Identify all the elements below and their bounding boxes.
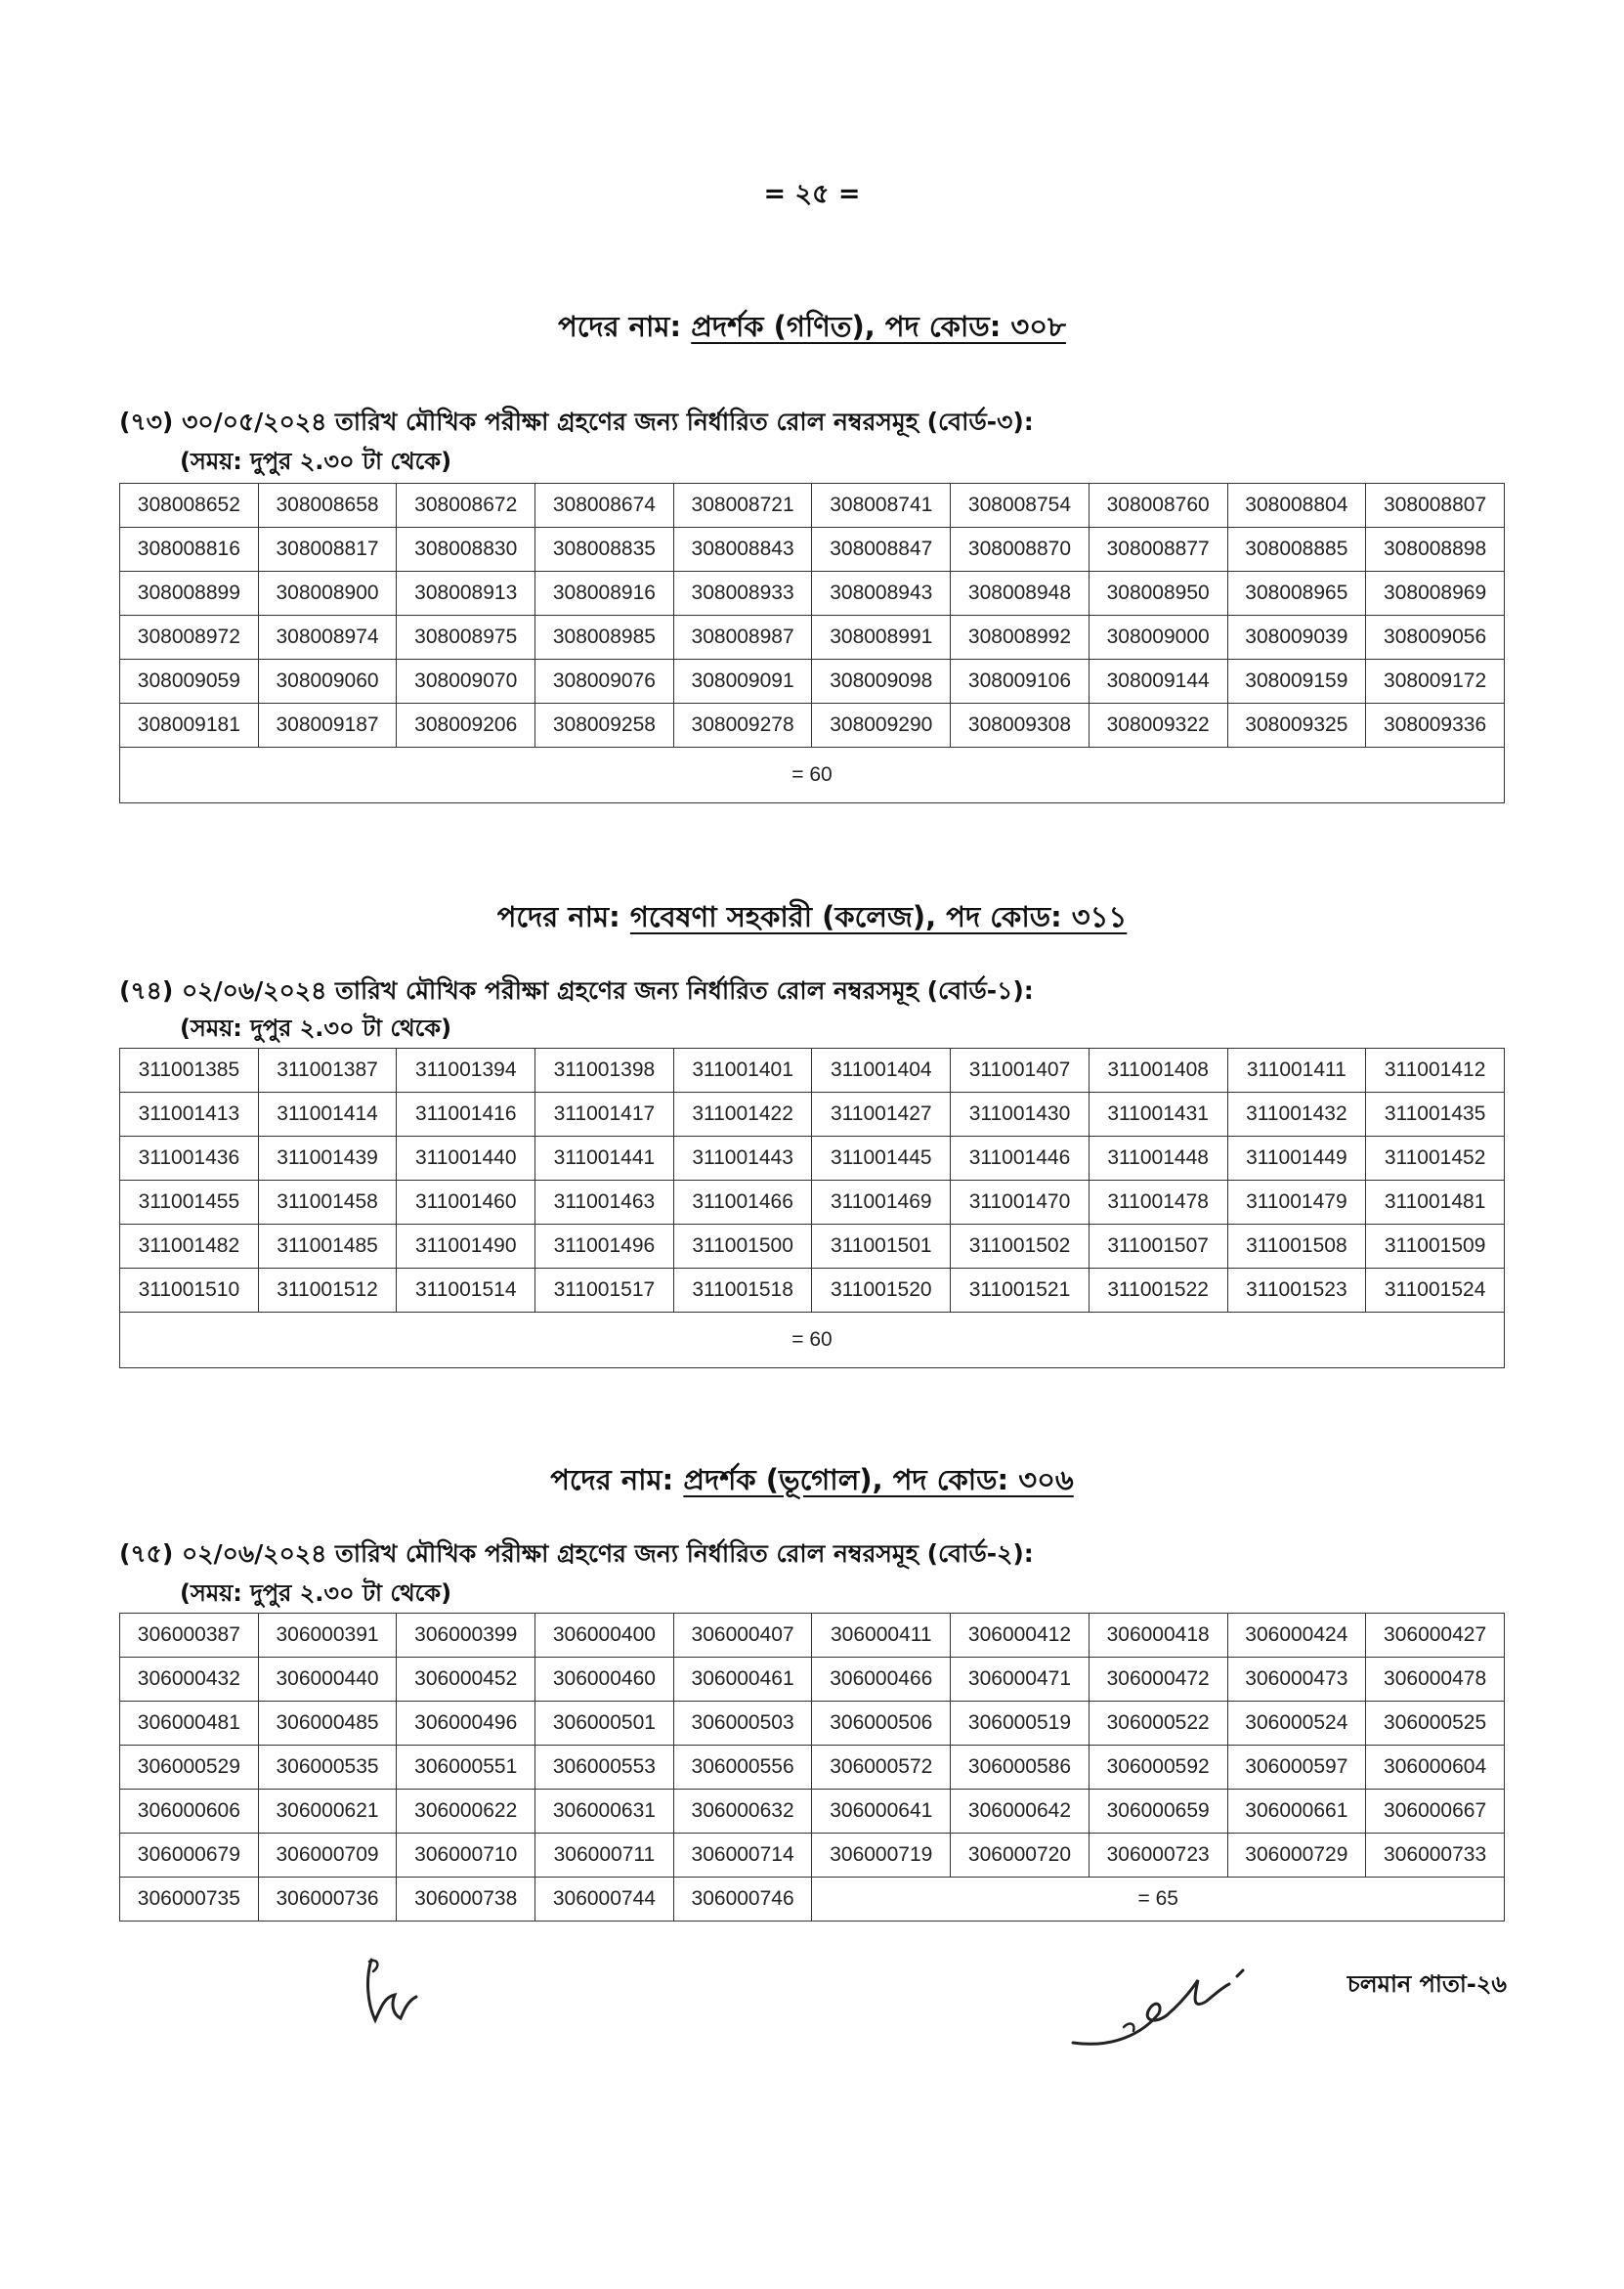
roll-number-cell: 311001479 xyxy=(1227,1181,1366,1225)
roll-number-cell: 306000735 xyxy=(120,1878,259,1922)
roll-number-cell: 306000529 xyxy=(120,1746,259,1790)
roll-number-cell: 306000473 xyxy=(1227,1658,1366,1702)
roll-number-cell: 308008948 xyxy=(951,572,1090,616)
post-title-3 xyxy=(0,1458,1624,1506)
time-line-2: (সময়: দুপুর ২.৩০ টা থেকে) xyxy=(180,1015,452,1042)
roll-number-cell: 308008817 xyxy=(258,528,397,572)
roll-number-cell: 306000522 xyxy=(1089,1702,1227,1746)
roll-number-cell: 308008847 xyxy=(812,528,951,572)
roll-number-cell: 308009106 xyxy=(951,660,1090,704)
table-row xyxy=(120,1614,1505,1658)
roll-number-cell: 308008991 xyxy=(812,616,951,660)
roll-number-cell: 306000418 xyxy=(1089,1614,1227,1658)
roll-number-cell: 311001440 xyxy=(397,1137,535,1181)
roll-number-cell: 311001448 xyxy=(1089,1137,1227,1181)
roll-number-cell: 311001387 xyxy=(258,1049,397,1093)
post-name: প্রদর্শক (গণিত), পদ কোড: ৩০৮ xyxy=(691,310,1066,343)
table-row xyxy=(120,1225,1505,1269)
roll-number-cell: 311001523 xyxy=(1227,1269,1366,1313)
roll-number-cell: 311001490 xyxy=(397,1225,535,1269)
roll-number-cell: 306000432 xyxy=(120,1658,259,1702)
table-row xyxy=(120,1790,1505,1834)
roll-number-cell: 311001446 xyxy=(951,1137,1090,1181)
roll-number-cell: 306000460 xyxy=(535,1658,674,1702)
roll-number-cell: 306000399 xyxy=(397,1614,535,1658)
roll-number-cell: 306000452 xyxy=(397,1658,535,1702)
roll-number-cell: 306000535 xyxy=(258,1746,397,1790)
roll-number-cell: 306000709 xyxy=(258,1834,397,1878)
roll-number-cell: 306000642 xyxy=(951,1790,1090,1834)
roll-number-cell: 308008969 xyxy=(1366,572,1505,616)
roll-number-cell: 311001458 xyxy=(258,1181,397,1225)
roll-number-cell: 311001385 xyxy=(120,1049,259,1093)
roll-number-cell: 308009056 xyxy=(1366,616,1505,660)
roll-number-cell: 306000553 xyxy=(535,1746,674,1790)
roll-number-cell: 311001466 xyxy=(673,1181,812,1225)
roll-number-cell: 308008974 xyxy=(258,616,397,660)
roll-number-cell: 311001394 xyxy=(397,1049,535,1093)
roll-number-cell: 311001414 xyxy=(258,1093,397,1137)
roll-table-2 xyxy=(119,1048,1505,1368)
table-row xyxy=(120,1658,1505,1702)
roll-number-cell: 311001478 xyxy=(1089,1181,1227,1225)
roll-number-cell: 311001524 xyxy=(1366,1269,1505,1313)
roll-number-cell: 306000424 xyxy=(1227,1614,1366,1658)
roll-number-cell: 306000387 xyxy=(120,1614,259,1658)
roll-number-cell: 306000440 xyxy=(258,1658,397,1702)
roll-number-cell: 311001452 xyxy=(1366,1137,1505,1181)
post-name: প্রদর্শক (ভূগোল), পদ কোড: ৩০৬ xyxy=(683,1463,1074,1496)
roll-number-cell: 311001412 xyxy=(1366,1049,1505,1093)
roll-number-cell: 308008843 xyxy=(673,528,812,572)
roll-number-cell: 306000503 xyxy=(673,1702,812,1746)
roll-number-cell: 308008870 xyxy=(951,528,1090,572)
post-title-1 xyxy=(0,305,1624,353)
roll-number-cell: 308009206 xyxy=(397,704,535,748)
roll-number-cell: 306000659 xyxy=(1089,1790,1227,1834)
roll-number-cell: 306000710 xyxy=(397,1834,535,1878)
roll-table-3 xyxy=(119,1613,1505,1922)
roll-number-cell: 306000738 xyxy=(397,1878,535,1922)
roll-number-cell: 308008975 xyxy=(397,616,535,660)
roll-number-cell: 308009336 xyxy=(1366,704,1505,748)
roll-number-cell: 306000711 xyxy=(535,1834,674,1878)
post-title-2 xyxy=(0,895,1624,943)
continued-page-note: চলমান পাতা-২৬ xyxy=(1346,1970,1507,1998)
table-row xyxy=(120,1137,1505,1181)
roll-number-cell: 311001404 xyxy=(812,1049,951,1093)
roll-number-cell: 308009187 xyxy=(258,704,397,748)
roll-number-cell: 308008807 xyxy=(1366,484,1505,528)
roll-number-cell: 311001502 xyxy=(951,1225,1090,1269)
roll-number-cell: 308008900 xyxy=(258,572,397,616)
schedule-line-1: (৭৩) ৩০/০৫/২০২৪ তারিখ মৌখিক পরীক্ষা গ্রহণের জন্য নির্ধারিত রোল নম্বরসমূহ (বোর্ড-৩): xyxy=(119,408,1034,436)
roll-number-cell: 308008721 xyxy=(673,484,812,528)
roll-number-cell: 311001413 xyxy=(120,1093,259,1137)
roll-number-cell: 308008877 xyxy=(1089,528,1227,572)
roll-number-cell: 306000391 xyxy=(258,1614,397,1658)
roll-number-cell: 306000551 xyxy=(397,1746,535,1790)
post-name: গবেষণা সহকারী (কলেজ), পদ কোড: ৩১১ xyxy=(629,900,1128,933)
roll-number-cell: 306000525 xyxy=(1366,1702,1505,1746)
roll-number-cell: 311001496 xyxy=(535,1225,674,1269)
roll-number-cell: 306000746 xyxy=(673,1878,812,1922)
roll-number-cell: 311001445 xyxy=(812,1137,951,1181)
roll-number-cell: 311001407 xyxy=(951,1049,1090,1093)
roll-number-cell: 306000519 xyxy=(951,1702,1090,1746)
roll-number-cell: 308009098 xyxy=(812,660,951,704)
roll-number-cell: 306000485 xyxy=(258,1702,397,1746)
roll-number-cell: 311001422 xyxy=(673,1093,812,1137)
roll-number-cell: 306000661 xyxy=(1227,1790,1366,1834)
roll-number-cell: 306000631 xyxy=(535,1790,674,1834)
roll-number-cell: 306000524 xyxy=(1227,1702,1366,1746)
roll-number-cell: 306000744 xyxy=(535,1878,674,1922)
roll-number-cell: 311001449 xyxy=(1227,1137,1366,1181)
roll-number-cell: 311001431 xyxy=(1089,1093,1227,1137)
roll-number-cell: 308009181 xyxy=(120,704,259,748)
total-row xyxy=(120,748,1505,803)
roll-number-cell: 308008898 xyxy=(1366,528,1505,572)
total-count: = 60 xyxy=(120,1313,1505,1368)
roll-number-cell: 306000556 xyxy=(673,1746,812,1790)
total-count: = 60 xyxy=(120,748,1505,803)
roll-number-cell: 306000736 xyxy=(258,1878,397,1922)
table-row xyxy=(120,1746,1505,1790)
roll-number-cell: 306000478 xyxy=(1366,1658,1505,1702)
roll-number-cell: 308008916 xyxy=(535,572,674,616)
initial-signature xyxy=(352,1950,430,2038)
roll-number-cell: 308009059 xyxy=(120,660,259,704)
roll-number-cell: 306000719 xyxy=(812,1834,951,1878)
roll-number-cell: 308008950 xyxy=(1089,572,1227,616)
roll-number-cell: 306000427 xyxy=(1366,1614,1505,1658)
roll-number-cell: 308008658 xyxy=(258,484,397,528)
post-label: পদের নাম: xyxy=(550,1463,674,1496)
roll-number-cell: 311001436 xyxy=(120,1137,259,1181)
table-row xyxy=(120,484,1505,528)
table-row xyxy=(120,572,1505,616)
roll-number-cell: 308008816 xyxy=(120,528,259,572)
roll-number-cell: 308009039 xyxy=(1227,616,1366,660)
roll-number-cell: 311001455 xyxy=(120,1181,259,1225)
table-row xyxy=(120,1093,1505,1137)
roll-number-cell: 311001485 xyxy=(258,1225,397,1269)
roll-number-cell: 311001520 xyxy=(812,1269,951,1313)
time-line-3: (সময়: দুপুর ২.৩০ টা থেকে) xyxy=(180,1579,452,1607)
roll-number-cell: 308009308 xyxy=(951,704,1090,748)
roll-number-cell: 306000466 xyxy=(812,1658,951,1702)
roll-number-cell: 308009172 xyxy=(1366,660,1505,704)
total-count: = 65 xyxy=(812,1878,1505,1922)
roll-number-cell: 306000506 xyxy=(812,1702,951,1746)
roll-number-cell: 308009258 xyxy=(535,704,674,748)
roll-number-cell: 306000667 xyxy=(1366,1790,1505,1834)
roll-number-cell: 306000400 xyxy=(535,1614,674,1658)
roll-number-cell: 311001398 xyxy=(535,1049,674,1093)
roll-number-cell: 311001507 xyxy=(1089,1225,1227,1269)
roll-number-cell: 308008985 xyxy=(535,616,674,660)
roll-number-cell: 311001522 xyxy=(1089,1269,1227,1313)
roll-number-cell: 311001517 xyxy=(535,1269,674,1313)
roll-number-cell: 311001501 xyxy=(812,1225,951,1269)
roll-number-cell: 311001514 xyxy=(397,1269,535,1313)
roll-number-cell: 306000729 xyxy=(1227,1834,1366,1878)
roll-number-cell: 308008674 xyxy=(535,484,674,528)
officer-signature xyxy=(1065,1955,1261,2052)
roll-number-cell: 306000733 xyxy=(1366,1834,1505,1878)
post-label: পদের নাম: xyxy=(496,900,620,933)
roll-number-cell: 308008754 xyxy=(951,484,1090,528)
roll-number-cell: 308009325 xyxy=(1227,704,1366,748)
roll-number-cell: 311001460 xyxy=(397,1181,535,1225)
table-row xyxy=(120,1049,1505,1093)
roll-number-cell: 311001443 xyxy=(673,1137,812,1181)
roll-number-cell: 311001416 xyxy=(397,1093,535,1137)
roll-number-cell: 308008943 xyxy=(812,572,951,616)
total-row xyxy=(120,1313,1505,1368)
roll-number-cell: 306000720 xyxy=(951,1834,1090,1878)
table-row xyxy=(120,1878,1505,1922)
roll-number-cell: 308008965 xyxy=(1227,572,1366,616)
roll-number-cell: 308009070 xyxy=(397,660,535,704)
table-row xyxy=(120,1702,1505,1746)
roll-number-cell: 308009060 xyxy=(258,660,397,704)
roll-number-cell: 308009000 xyxy=(1089,616,1227,660)
roll-number-cell: 311001509 xyxy=(1366,1225,1505,1269)
roll-number-cell: 311001439 xyxy=(258,1137,397,1181)
post-label: পদের নাম: xyxy=(558,310,682,343)
roll-number-cell: 306000597 xyxy=(1227,1746,1366,1790)
roll-number-cell: 311001401 xyxy=(673,1049,812,1093)
roll-number-cell: 311001427 xyxy=(812,1093,951,1137)
roll-number-cell: 306000461 xyxy=(673,1658,812,1702)
page-number: = ২৫ = xyxy=(763,179,861,209)
roll-number-cell: 308008835 xyxy=(535,528,674,572)
table-row xyxy=(120,1181,1505,1225)
table-row xyxy=(120,704,1505,748)
roll-number-cell: 306000622 xyxy=(397,1790,535,1834)
roll-number-cell: 311001518 xyxy=(673,1269,812,1313)
roll-number-cell: 311001441 xyxy=(535,1137,674,1181)
roll-number-cell: 308008804 xyxy=(1227,484,1366,528)
roll-number-cell: 308008760 xyxy=(1089,484,1227,528)
roll-number-cell: 311001512 xyxy=(258,1269,397,1313)
roll-number-cell: 306000714 xyxy=(673,1834,812,1878)
roll-number-cell: 311001481 xyxy=(1366,1181,1505,1225)
roll-number-cell: 311001482 xyxy=(120,1225,259,1269)
roll-number-cell: 311001432 xyxy=(1227,1093,1366,1137)
roll-number-cell: 306000679 xyxy=(120,1834,259,1878)
roll-number-cell: 306000621 xyxy=(258,1790,397,1834)
roll-number-cell: 306000641 xyxy=(812,1790,951,1834)
roll-number-cell: 306000411 xyxy=(812,1614,951,1658)
roll-table-1 xyxy=(119,483,1505,803)
roll-number-cell: 306000501 xyxy=(535,1702,674,1746)
roll-number-cell: 308008652 xyxy=(120,484,259,528)
roll-number-cell: 311001521 xyxy=(951,1269,1090,1313)
roll-number-cell: 308008885 xyxy=(1227,528,1366,572)
roll-number-cell: 308008913 xyxy=(397,572,535,616)
schedule-line-3: (৭৫) ০২/০৬/২০২৪ তারিখ মৌখিক পরীক্ষা গ্রহণের জন্য নির্ধারিত রোল নম্বরসমূহ (বোর্ড-২): xyxy=(119,1539,1034,1568)
table-row xyxy=(120,1269,1505,1313)
schedule-line-2: (৭৪) ০২/০৬/২০২৪ তারিখ মৌখিক পরীক্ষা গ্রহণের জন্য নির্ধারিত রোল নম্বরসমূহ (বোর্ড-১): xyxy=(119,976,1034,1005)
roll-number-cell: 308008933 xyxy=(673,572,812,616)
roll-number-cell: 311001508 xyxy=(1227,1225,1366,1269)
roll-number-cell: 308008672 xyxy=(397,484,535,528)
roll-number-cell: 311001430 xyxy=(951,1093,1090,1137)
table-row xyxy=(120,616,1505,660)
roll-number-cell: 311001463 xyxy=(535,1181,674,1225)
roll-number-cell: 306000572 xyxy=(812,1746,951,1790)
roll-number-cell: 308009076 xyxy=(535,660,674,704)
roll-number-cell: 311001469 xyxy=(812,1181,951,1225)
roll-number-cell: 306000606 xyxy=(120,1790,259,1834)
roll-number-cell: 308009322 xyxy=(1089,704,1227,748)
roll-number-cell: 306000481 xyxy=(120,1702,259,1746)
roll-number-cell: 306000407 xyxy=(673,1614,812,1658)
roll-number-cell: 306000604 xyxy=(1366,1746,1505,1790)
roll-number-cell: 308008741 xyxy=(812,484,951,528)
roll-number-cell: 308008899 xyxy=(120,572,259,616)
roll-number-cell: 308009290 xyxy=(812,704,951,748)
roll-number-cell: 311001417 xyxy=(535,1093,674,1137)
roll-number-cell: 306000496 xyxy=(397,1702,535,1746)
roll-number-cell: 311001435 xyxy=(1366,1093,1505,1137)
roll-number-cell: 308008987 xyxy=(673,616,812,660)
roll-number-cell: 308009159 xyxy=(1227,660,1366,704)
roll-number-cell: 308008830 xyxy=(397,528,535,572)
roll-number-cell: 306000471 xyxy=(951,1658,1090,1702)
table-row xyxy=(120,660,1505,704)
roll-number-cell: 306000592 xyxy=(1089,1746,1227,1790)
roll-number-cell: 308009144 xyxy=(1089,660,1227,704)
roll-number-cell: 311001510 xyxy=(120,1269,259,1313)
roll-number-cell: 311001408 xyxy=(1089,1049,1227,1093)
roll-number-cell: 311001470 xyxy=(951,1181,1090,1225)
roll-number-cell: 306000472 xyxy=(1089,1658,1227,1702)
roll-number-cell: 311001411 xyxy=(1227,1049,1366,1093)
table-row xyxy=(120,528,1505,572)
roll-number-cell: 308008972 xyxy=(120,616,259,660)
roll-number-cell: 308009091 xyxy=(673,660,812,704)
roll-number-cell: 311001500 xyxy=(673,1225,812,1269)
roll-number-cell: 306000412 xyxy=(951,1614,1090,1658)
roll-number-cell: 308009278 xyxy=(673,704,812,748)
roll-number-cell: 306000586 xyxy=(951,1746,1090,1790)
roll-number-cell: 308008992 xyxy=(951,616,1090,660)
roll-number-cell: 306000632 xyxy=(673,1790,812,1834)
table-row xyxy=(120,1834,1505,1878)
time-line-1: (সময়: দুপুর ২.৩০ টা থেকে) xyxy=(180,448,452,475)
roll-number-cell: 306000723 xyxy=(1089,1834,1227,1878)
